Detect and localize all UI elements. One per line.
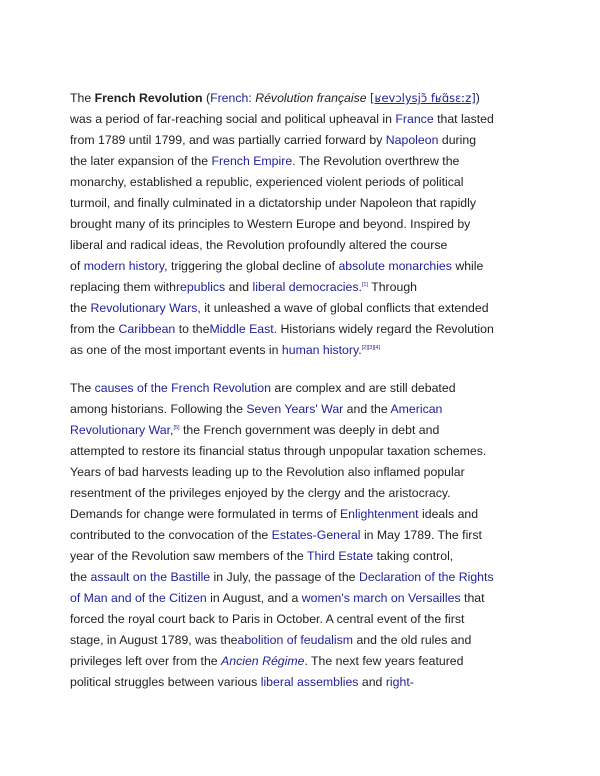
text-line (70, 672, 532, 693)
text-run: the (70, 570, 91, 584)
text-line (70, 109, 532, 130)
text-run: among historians. Following the (70, 402, 247, 416)
text-run: are complex and are still debated (270, 381, 456, 395)
link-french-empire[interactable]: French Empire (211, 154, 293, 168)
text-line (70, 420, 532, 441)
text-run: : (248, 91, 256, 105)
text-line (70, 298, 532, 319)
link-enlightenment[interactable]: Enlightenment (339, 507, 419, 521)
text-run: liberal and radical ideas, the Revolution profoundly altered the course (70, 238, 448, 252)
text-run: privileges left over from the (70, 654, 222, 668)
text-run: to the (175, 322, 210, 336)
link-liberal-assemblies[interactable]: liberal assemblies (260, 675, 359, 689)
link-ancien-r-gime[interactable]: Ancien Régime (221, 654, 305, 668)
paragraph-1 (70, 88, 532, 361)
link-women-s-march-on-versailles[interactable]: women's march on Versailles (301, 591, 461, 605)
link-revolutionary-wars[interactable]: Revolutionary Wars (90, 301, 198, 315)
link-estates-general[interactable]: Estates-General (271, 528, 361, 542)
text-run: Through (368, 280, 418, 294)
text-line (70, 567, 532, 588)
text-run: in July, the passage of the (210, 570, 359, 584)
text-line (70, 172, 532, 193)
article-title-term: French Revolution (94, 91, 203, 105)
text-run: . The Revolution overthrew the (292, 154, 460, 168)
text-run: the later expansion of the (70, 154, 212, 168)
text-line (70, 651, 532, 672)
text-run: from the (70, 322, 119, 336)
text-run: ideals and (418, 507, 479, 521)
text-run: . The next few years featured (304, 654, 464, 668)
text-run: of (70, 259, 84, 273)
link-of-man-and-of-the-citizen[interactable]: of Man and of the Citizen (70, 591, 207, 605)
link-french[interactable]: French (210, 91, 249, 105)
text-run: stage, in August 1789, was the (70, 633, 238, 647)
text-run: and the old rules and (353, 633, 472, 647)
text-run: Demands for change were formulated in terms of (70, 507, 340, 521)
text-run: forced the royal court back to Paris in October. A central event of the first (70, 612, 465, 626)
citation-ref[interactable]: [5] (173, 425, 180, 431)
link-seven-years-war[interactable]: Seven Years' War (246, 402, 344, 416)
text-run: while (451, 259, 484, 273)
text-run: turmoil, and finally culminated in a dictatorship under Napoleon that rapidly (70, 196, 477, 210)
text-line (70, 88, 532, 109)
link-assault-on-the-bastille[interactable]: assault on the Bastille (90, 570, 211, 584)
text-line (70, 546, 532, 567)
text-line (70, 214, 532, 235)
text-run: monarchy, established a republic, experienced violent periods of political (70, 175, 464, 189)
citation-ref[interactable]: [2][3][4] (361, 345, 381, 351)
text-line (70, 340, 532, 361)
text-run: The (70, 381, 95, 395)
text-line (70, 277, 532, 298)
text-run: from 1789 until 1799, and was partially carried forward by (70, 133, 386, 147)
text-run: in May 1789. The first (360, 528, 482, 542)
text-run: ) (475, 91, 480, 105)
text-line (70, 609, 532, 630)
text-run: contributed to the convocation of the (70, 528, 272, 542)
text-run: the (70, 301, 91, 315)
text-line (70, 151, 532, 172)
text-run: . (358, 280, 362, 294)
citation-ref[interactable]: [1] (361, 282, 369, 288)
text-run: taking control, (373, 549, 454, 563)
link-liberal-democracies[interactable]: liberal democracies (252, 280, 359, 294)
text-line (70, 630, 532, 651)
text-run: , (170, 423, 174, 437)
link-france[interactable]: France (395, 112, 434, 126)
text-run: in August, and a (206, 591, 302, 605)
text-run: attempted to restore its financial status through unpopular taxation schemes. (70, 444, 487, 458)
text-run: year of the Revolution saw members of the (70, 549, 307, 563)
article-body (70, 88, 532, 693)
link-republics[interactable]: republics (175, 280, 226, 294)
text-line (70, 441, 532, 462)
text-line (70, 588, 532, 609)
link-right[interactable]: right- (385, 675, 414, 689)
text-line (70, 193, 532, 214)
text-run: and (225, 280, 253, 294)
link-absolute-monarchies[interactable]: absolute monarchies (338, 259, 452, 273)
text-run: that lasted (433, 112, 494, 126)
text-run: ( (202, 91, 211, 105)
link-middle-east[interactable]: Middle East (209, 322, 274, 336)
link-american[interactable]: American (390, 402, 443, 416)
text-run: resentment of the privileges enjoyed by the clergy and the aristocracy. (70, 486, 451, 500)
text-run: was a period of far-reaching social and political upheaval in (70, 112, 396, 126)
paragraph-2 (70, 378, 532, 693)
text-run: brought many of its principles to Western Europe and beyond. Inspired by (70, 217, 471, 231)
text-run: as one of the most important events in (70, 343, 282, 357)
link-revolutionary-war[interactable]: Revolutionary War (70, 423, 171, 437)
text-run: , triggering the global decline of (164, 259, 339, 273)
text-run: and the (343, 402, 391, 416)
link-napoleon[interactable]: Napoleon (385, 133, 439, 147)
text-line (70, 504, 532, 525)
link-abolition-of-feudalism[interactable]: abolition of feudalism (237, 633, 354, 647)
text-run: . Historians widely regard the Revolution (273, 322, 494, 336)
text-line (70, 378, 532, 399)
link-human-history[interactable]: human history (281, 343, 359, 357)
text-line (70, 462, 532, 483)
text-line (70, 483, 532, 504)
text-run: that (460, 591, 485, 605)
link-causes-of-the-french-revolution[interactable]: causes of the French Revolution (94, 381, 271, 395)
text-line (70, 130, 532, 151)
text-run: The (70, 91, 95, 105)
text-run: , it unleashed a wave of global conflicts that extended (197, 301, 489, 315)
text-run: replacing them with (70, 280, 176, 294)
text-run: . (358, 343, 362, 357)
text-line (70, 399, 532, 420)
link-third-estate[interactable]: Third Estate (306, 549, 374, 563)
text-run: political struggles between various (70, 675, 261, 689)
link-caribbean[interactable]: Caribbean (118, 322, 176, 336)
link-declaration-of-the-rights[interactable]: Declaration of the Rights (358, 570, 494, 584)
text-run: during (438, 133, 477, 147)
text-line (70, 525, 532, 546)
link-modern-history[interactable]: modern history (83, 259, 165, 273)
text-line (70, 235, 532, 256)
text-run: Years of bad harvests leading up to the Revolution also inflamed popular (70, 465, 465, 479)
text-line (70, 319, 532, 340)
french-name: Révolution française (255, 91, 367, 105)
pronunciation-link[interactable]: [ʁevɔlysjɔ̃ fʁɑ̃sɛːz] (370, 91, 476, 105)
text-run: and (358, 675, 386, 689)
text-run: the French government was deeply in debt and (179, 423, 440, 437)
text-line (70, 256, 532, 277)
